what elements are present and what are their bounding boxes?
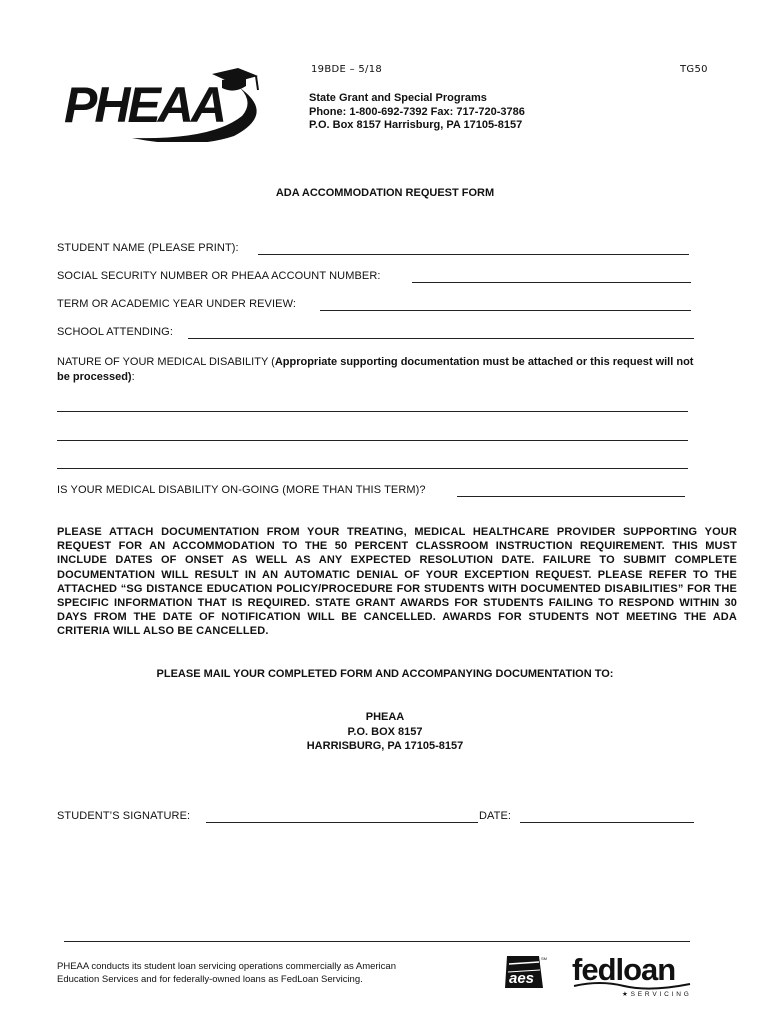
agency-address: P.O. Box 8157 Harrisburg, PA 17105-8157 — [309, 119, 523, 131]
ongoing-label: IS YOUR MEDICAL DISABILITY ON-GOING (MORE THAN THIS TERM)? — [57, 484, 426, 496]
student-name-field[interactable] — [258, 254, 689, 255]
agency-phone-fax: Phone: 1-800-692-7392 Fax: 717-720-3786 — [309, 105, 525, 118]
pheaa-logo — [62, 66, 267, 142]
fedloan-logo — [570, 950, 695, 1000]
disability-nature-line-3[interactable] — [57, 468, 688, 469]
disability-nature-line-1[interactable] — [57, 411, 688, 412]
signature-label: STUDENT’S SIGNATURE: — [57, 810, 191, 822]
address-line-name: PHEAA — [365, 711, 405, 723]
student-name-label: STUDENT NAME (PLEASE PRINT): — [57, 242, 239, 254]
footer-disclaimer: PHEAA conducts its student loan servicing operations commercially as American Education Services and for federally-owned loans as FedLoan Servicing. — [57, 961, 396, 985]
form-title: ADA ACCOMMODATION REQUEST FORM — [275, 187, 495, 199]
ongoing-field[interactable] — [457, 496, 685, 497]
school-label: SCHOOL ATTENDING: — [57, 326, 173, 338]
term-field[interactable] — [320, 310, 691, 311]
agency-name: State Grant and Special Programs — [309, 92, 487, 104]
date-field[interactable] — [520, 822, 694, 823]
ssn-label: SOCIAL SECURITY NUMBER OR PHEAA ACCOUNT NUMBER: — [57, 270, 381, 282]
svg-text:aes: aes — [509, 970, 535, 987]
svg-text:SM: SM — [541, 956, 547, 961]
form-id: TG50 — [680, 64, 708, 75]
documentation-notice: PLEASE ATTACH DOCUMENTATION FROM YOUR TREATING, MEDICAL HEALTHCARE PROVIDER SUPPORTING YOUR REQUEST FOR AN ACCOMMODATION TO THE 50 PERCENT CLASSROOM INSTRUCTION REQUIREMENT. THIS MUST INCLUDE DATES OF ONSET AS WELL AS ANY EXPECTED RESOLUTION DATE. FAILURE TO SUBMIT COMPLETE DOCUMENTATION WILL RESULT IN AN AUTOMATIC DENIAL OF YOUR EXCEPTION REQUEST. PLEASE REFER TO THE ATTACHED “SG DISTANCE EDUCATION POLICY/PROCEDURE FOR STUDENTS WITH DOCUMENTED DISABILITIES” FOR THE SPECIFIC INFORMATION THAT IS REQUIRED. STATE GRANT AWARDS FOR STUDENTS FAILING TO RESPOND WITHIN 30 DAYS FROM THE DATE OF NOTIFICATION WILL BE CANCELLED. AWARDS FOR STUDENTS NOT MEETING THE ADA CRITERIA WILL ALSO BE CANCELLED. — [57, 526, 737, 638]
footer-divider — [64, 941, 690, 942]
address-line-box: P.O. BOX 8157 — [347, 725, 423, 738]
form-code: 19BDE – 5/18 — [311, 64, 383, 75]
svg-text:★ S E R V I C I N G: ★ S E R V I C I N G — [622, 991, 690, 998]
aes-logo — [503, 952, 549, 992]
address-line-city: HARRISBURG, PA 17105-8157 — [306, 740, 464, 752]
mailing-address — [0, 710, 770, 754]
ssn-field[interactable] — [412, 282, 691, 283]
agency-contact — [309, 92, 525, 133]
term-label: TERM OR ACADEMIC YEAR UNDER REVIEW: — [57, 298, 297, 310]
signature-field[interactable] — [206, 822, 478, 823]
school-field[interactable] — [188, 338, 694, 339]
disability-nature-line-2[interactable] — [57, 440, 688, 441]
mail-heading: PLEASE MAIL YOUR COMPLETED FORM AND ACCOMPANYING DOCUMENTATION TO: — [156, 668, 614, 680]
disability-nature-label: NATURE OF YOUR MEDICAL DISABILITY (Appropriate supporting documentation must be attached or this request will not be processed): — [57, 356, 694, 383]
svg-text:fedloan: fedloan — [572, 952, 676, 987]
date-label: DATE: — [479, 810, 512, 822]
svg-text:PHEAA: PHEAA — [64, 77, 225, 133]
